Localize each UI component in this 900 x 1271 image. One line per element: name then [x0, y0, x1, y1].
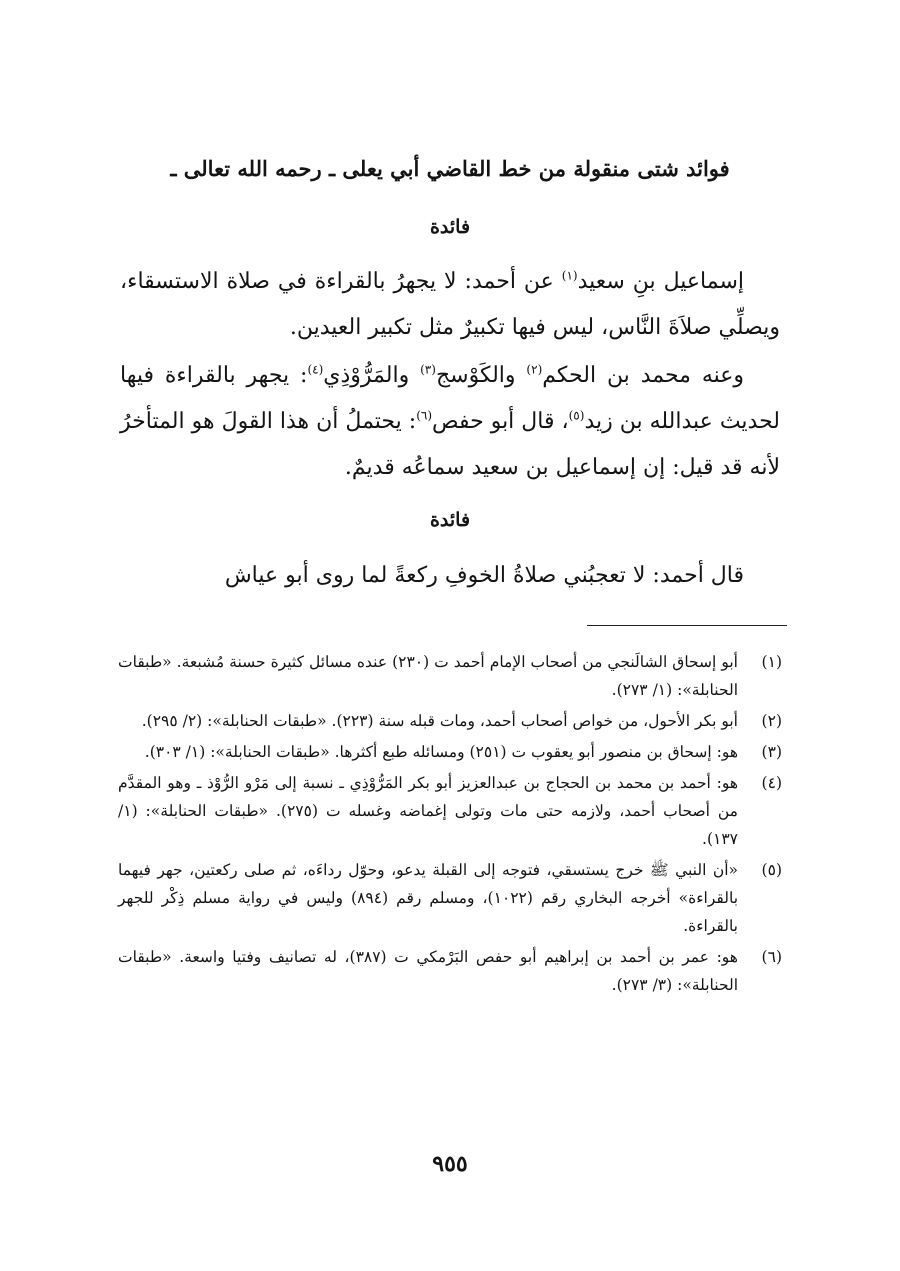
footnote-ref: (٤) — [307, 362, 324, 377]
paragraph-text: والكَوْسج — [435, 363, 527, 388]
footnote-separator — [587, 625, 787, 626]
footnote-text: أبو بكر الأحول، من خواص أصحاب أحمد، ومات قبله سنة (٢٢٣). «طبقات الحنابلة»: (٢/ ٢٩٥). — [141, 712, 738, 730]
page-heading: فوائد شتى منقولة من خط القاضي أبي يعلى ـ رحمه الله تعالى ـ — [170, 156, 730, 181]
footnote-text: هو: عمر بن أحمد بن إبراهيم أبو حفص البَرْمكي ت (٣٨٧)، له تصانيف وفتيا واسعة. «طبقات الحنابلة»: (٣/ ٢٧٣). — [118, 948, 738, 994]
paragraph — [120, 553, 780, 599]
paragraph-text: وعنه محمد بن الحكم — [542, 363, 745, 388]
page-number: ٩٥٥ — [432, 1151, 468, 1177]
footnote-number: (٤) — [761, 774, 782, 792]
footnote-text: هو: أحمد بن محمد بن الحجاج بن عبدالعزيز أبو بكر المَرُّوْذِي ـ نسبة إلى مَرْو الرُّوْذ ـ وهو المقدَّم من أصحاب أحمد، ولازمه حتى مات وتولى إغماضه وغسله ت (٢٧٥). «طبقات الحنابلة»: (١/ ١٣٧). — [118, 774, 738, 848]
paragraph-text: ، قال أبو حفص — [432, 409, 569, 434]
paragraph-text: : يجهر بالقراءة فيها لحديث عبدالله بن زيد — [120, 363, 780, 434]
footnote-number: (٣) — [761, 743, 782, 761]
paragraph — [120, 353, 780, 491]
footnote-number: (٦) — [761, 948, 782, 966]
footnote — [118, 769, 782, 853]
paragraph-text: والمَرُّوْذِي — [323, 363, 421, 388]
footnote-text: أبو إسحاق الشالَنجي من أصحاب الإمام أحمد ت (٢٣٠) عنده مسائل كثيرة حسنة مُشبعة. «طبقات الحنابلة»: (١/ ٢٧٣). — [118, 653, 738, 699]
footnote — [118, 648, 782, 704]
paragraph — [120, 259, 780, 351]
footnote — [118, 856, 782, 940]
paragraph-text: إسماعيل بنِ سعيد — [577, 269, 745, 294]
footnote-number: (١) — [761, 653, 782, 671]
footnote — [118, 738, 782, 766]
footnote-ref: (١) — [561, 268, 578, 283]
section-title: فائدة — [429, 216, 471, 238]
footnote — [118, 707, 782, 735]
footnote — [118, 943, 782, 999]
section-title: فائدة — [429, 509, 471, 531]
footnote-ref: (٢) — [526, 362, 543, 377]
footnote-number: (٢) — [761, 712, 782, 730]
footnote-text: «أن النبي ﷺ خرج يستسقي، فتوجه إلى القبلة يدعو، وحوّل رداءَه، ثم صلى ركعتين، جهر فيهما بالقراءة» أخرجه البخاري رقم (١٠٢٢)، ومسلم رقم (٨٩٤) وليس في رواية مسلم ذِكْر للجهر بالقراءة. — [118, 861, 739, 935]
paragraph-text: قال أحمد: لا تعجبُني صلاةُ الخوفِ ركعةً لما روى أبو عياش — [224, 563, 744, 588]
footnote-ref: (٦) — [416, 408, 433, 423]
paragraph-text: : يحتملُ أن هذا القولَ هو المتأخرُ لأنه قد قيل: إن إسماعيل بن سعيد سماعُه قديمٌ. — [120, 409, 780, 480]
footnotes-list — [118, 648, 782, 1002]
footnote-number: (٥) — [761, 861, 782, 879]
footnote-ref: (٣) — [420, 362, 436, 377]
footnote-text: هو: إسحاق بن منصور أبو يعقوب ت (٢٥١) ومسائله طبع أكثرها. «طبقات الحنابلة»: (١/ ٣٠٣). — [144, 743, 738, 761]
paragraph-text: عن أحمد: لا يجهرُ بالقراءة في صلاة الاستسقاء، ويصلِّي صلاَةَ النَّاس، ليس فيها تكبيرٌ مثل تكبير العيدين. — [120, 269, 780, 340]
footnote-ref: (٥) — [568, 408, 585, 423]
